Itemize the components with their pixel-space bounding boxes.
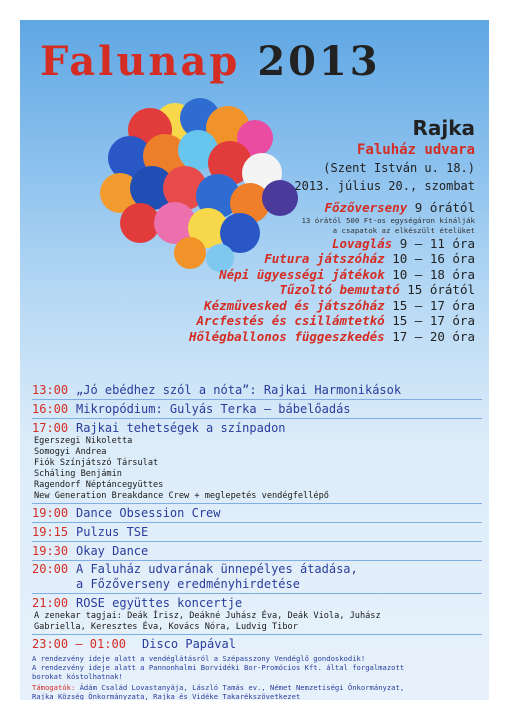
poster (20, 20, 489, 700)
program-item: 19:15 Pulzus TSE (32, 525, 149, 539)
performer: Fiók Színjátszó Társulat (34, 458, 159, 468)
divider (32, 522, 482, 523)
day-event: Főzőverseny 9 órától (324, 200, 475, 215)
program-item: 13:00 „Jó ebédhez szól a nóta”: Rajkai Harmonikások (32, 383, 402, 397)
program-item: 17:00 Rajkai tehetségek a színpadon (32, 421, 286, 435)
band-members: A zenekar tagjai: Deák Írisz, Deákné Juhász Éva, Deák Viola, Juhász (34, 611, 381, 621)
performer: Scháling Benjámin (34, 469, 122, 479)
performer: Somogyi Andrea (34, 447, 107, 457)
program-item: 21:00 ROSE együttes koncertje (32, 596, 243, 610)
hospitality-note: A rendezvény ideje alatt a vendéglátásról a Szépasszony Vendéglő gondoskodik! (32, 654, 366, 663)
divider (32, 593, 482, 594)
evening-program (32, 382, 482, 652)
title-falunap: Falunap (40, 38, 241, 85)
day-events-list (189, 200, 475, 344)
sponsors-label: Támogatók: (32, 683, 76, 692)
day-event: Népi ügyességi játékok 10 – 18 óra (219, 266, 475, 282)
divider (32, 503, 482, 504)
divider (32, 560, 482, 561)
day-event: Tűzoltó bemutató 15 órától (279, 282, 475, 297)
event-date: 2013. július 20., szombat (294, 179, 475, 193)
event-city: Rajka (412, 116, 475, 140)
wine-note: borokat kóstolhatnak! (32, 672, 123, 681)
footer (32, 654, 482, 700)
wine-note: A rendezvény ideje alatt a Pannonhalmi Borvidéki Bor-Promócios Kft. által forgalmazott (32, 663, 405, 672)
cooking-note-line: 13 órától 500 Ft-os egységáron kínálják (301, 215, 475, 225)
performer: Egerszegi Nikoletta (34, 436, 133, 446)
sponsors-list: Rajka Község Önkormányzata, Rajka és Vidéke Takarékszövetkezet (32, 692, 301, 700)
event-address: (Szent István u. 18.) (323, 161, 475, 175)
title-year: 2013 (257, 38, 381, 85)
program-item: 19:30 Okay Dance (32, 544, 149, 558)
performer: Ragendorf Néptáncegyüttes (34, 480, 164, 490)
poster-title (40, 38, 381, 85)
divider (32, 399, 482, 400)
day-event: Kézművesked és játszóház 15 – 17 óra (204, 297, 475, 313)
sponsors-list: Ádám Család Lovastanyája, László Tamás ev., Német Nemzetiségi Önkormányzat, (79, 683, 405, 692)
program-item: 23:00 – 01:00 Disco Papával (32, 637, 236, 651)
cooking-note-line: a csapatok az elkészült ételüket (332, 225, 475, 235)
divider (32, 541, 482, 542)
day-event: Arcfestés és csillámtetkó 15 – 17 óra (196, 313, 475, 328)
divider (32, 634, 482, 635)
band-members: Gabriella, Keresztes Éva, Kovács Nóra, Ludvig Tibor (34, 622, 298, 632)
day-event: Lovaglás 9 – 11 óra (331, 235, 475, 251)
performer: New Generation Breakdance Crew + meglepetés vendégfellépő (34, 491, 329, 501)
day-event: Futura játszóház 10 – 16 óra (264, 251, 475, 266)
program-item: 19:00 Dance Obsession Crew (32, 506, 221, 520)
program-item: 20:00 A Faluház udvarának ünnepélyes átadása, a Főzőverseny eredményhirdetése (32, 562, 358, 591)
day-event: Hőlégballonos függeszkedés 17 – 20 óra (189, 328, 475, 344)
divider (32, 418, 482, 419)
event-venue: Faluház udvara (356, 142, 475, 158)
program-item: 16:00 Mikropódium: Gulyás Terka – bábelőadás (32, 402, 351, 416)
